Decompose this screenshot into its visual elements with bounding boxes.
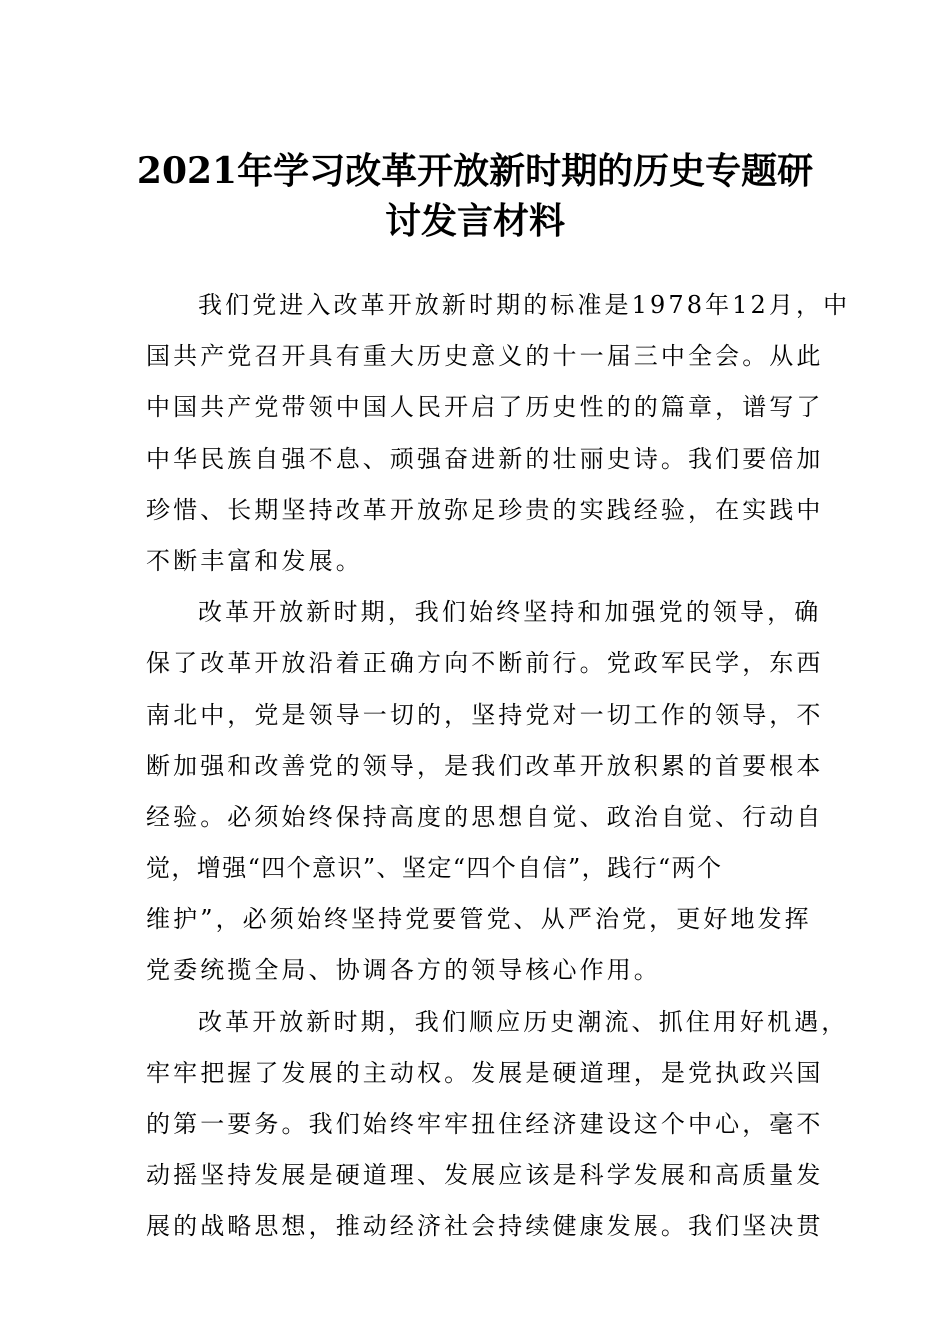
body-line: 保了改革开放沿着正确方向不断前行。党政军民学，东西 (146, 649, 824, 678)
body-line: 党委统揽全局、协调各方的领导核心作用。 (146, 956, 661, 985)
body-line: 国共产党召开具有重大历史意义的十一届三中全会。从此 (146, 342, 824, 371)
body-line: 维护”，必须始终坚持党要管党、从严治党，更好地发挥 (146, 905, 812, 934)
body-line: 珍惜、长期坚持改革开放弥足珍贵的实践经验，在实践中 (146, 495, 824, 524)
body-line: 的第一要务。我们始终牢牢扭住经济建设这个中心，毫不 (146, 1110, 824, 1138)
body-line: 我们党进入改革开放新时期的标准是1978年12月，中 (198, 291, 851, 319)
body-line: 断加强和改善党的领导，是我们改革开放积累的首要根本 (146, 751, 824, 780)
body-line: 展的战略思想，推动经济社会持续健康发展。我们坚决贯 (146, 1212, 824, 1241)
body-line: 牢牢把握了发展的主动权。发展是硬道理，是党执政兴国 (146, 1058, 824, 1087)
body-line: 觉，增强“四个意识”、坚定“四个自信”，践行“两个 (146, 854, 723, 883)
body-line: 经验。必须始终保持高度的思想自觉、政治自觉、行动自 (146, 802, 824, 831)
body-line: 中国共产党带领中国人民开启了历史性的的篇章，谱写了 (146, 393, 824, 422)
body-line: 南北中，党是领导一切的，坚持党对一切工作的领导，不 (146, 700, 824, 729)
body-line: 改革开放新时期，我们顺应历史潮流、抓住用好机遇， (198, 1007, 849, 1036)
document-title (120, 146, 830, 246)
title-line-1: 2021年学习改革开放新时期的历史专题研 (136, 150, 814, 192)
title-line-2: 讨发言材料 (384, 200, 565, 242)
document-body (146, 280, 851, 1253)
body-line: 中华民族自强不息、顽强奋进新的壮丽史诗。我们要倍加 (146, 444, 824, 473)
body-line: 动摇坚持发展是硬道理、发展应该是科学发展和高质量发 (146, 1161, 824, 1190)
body-line: 不断丰富和发展。 (146, 546, 363, 575)
body-line: 改革开放新时期，我们始终坚持和加强党的领导，确 (198, 598, 822, 627)
